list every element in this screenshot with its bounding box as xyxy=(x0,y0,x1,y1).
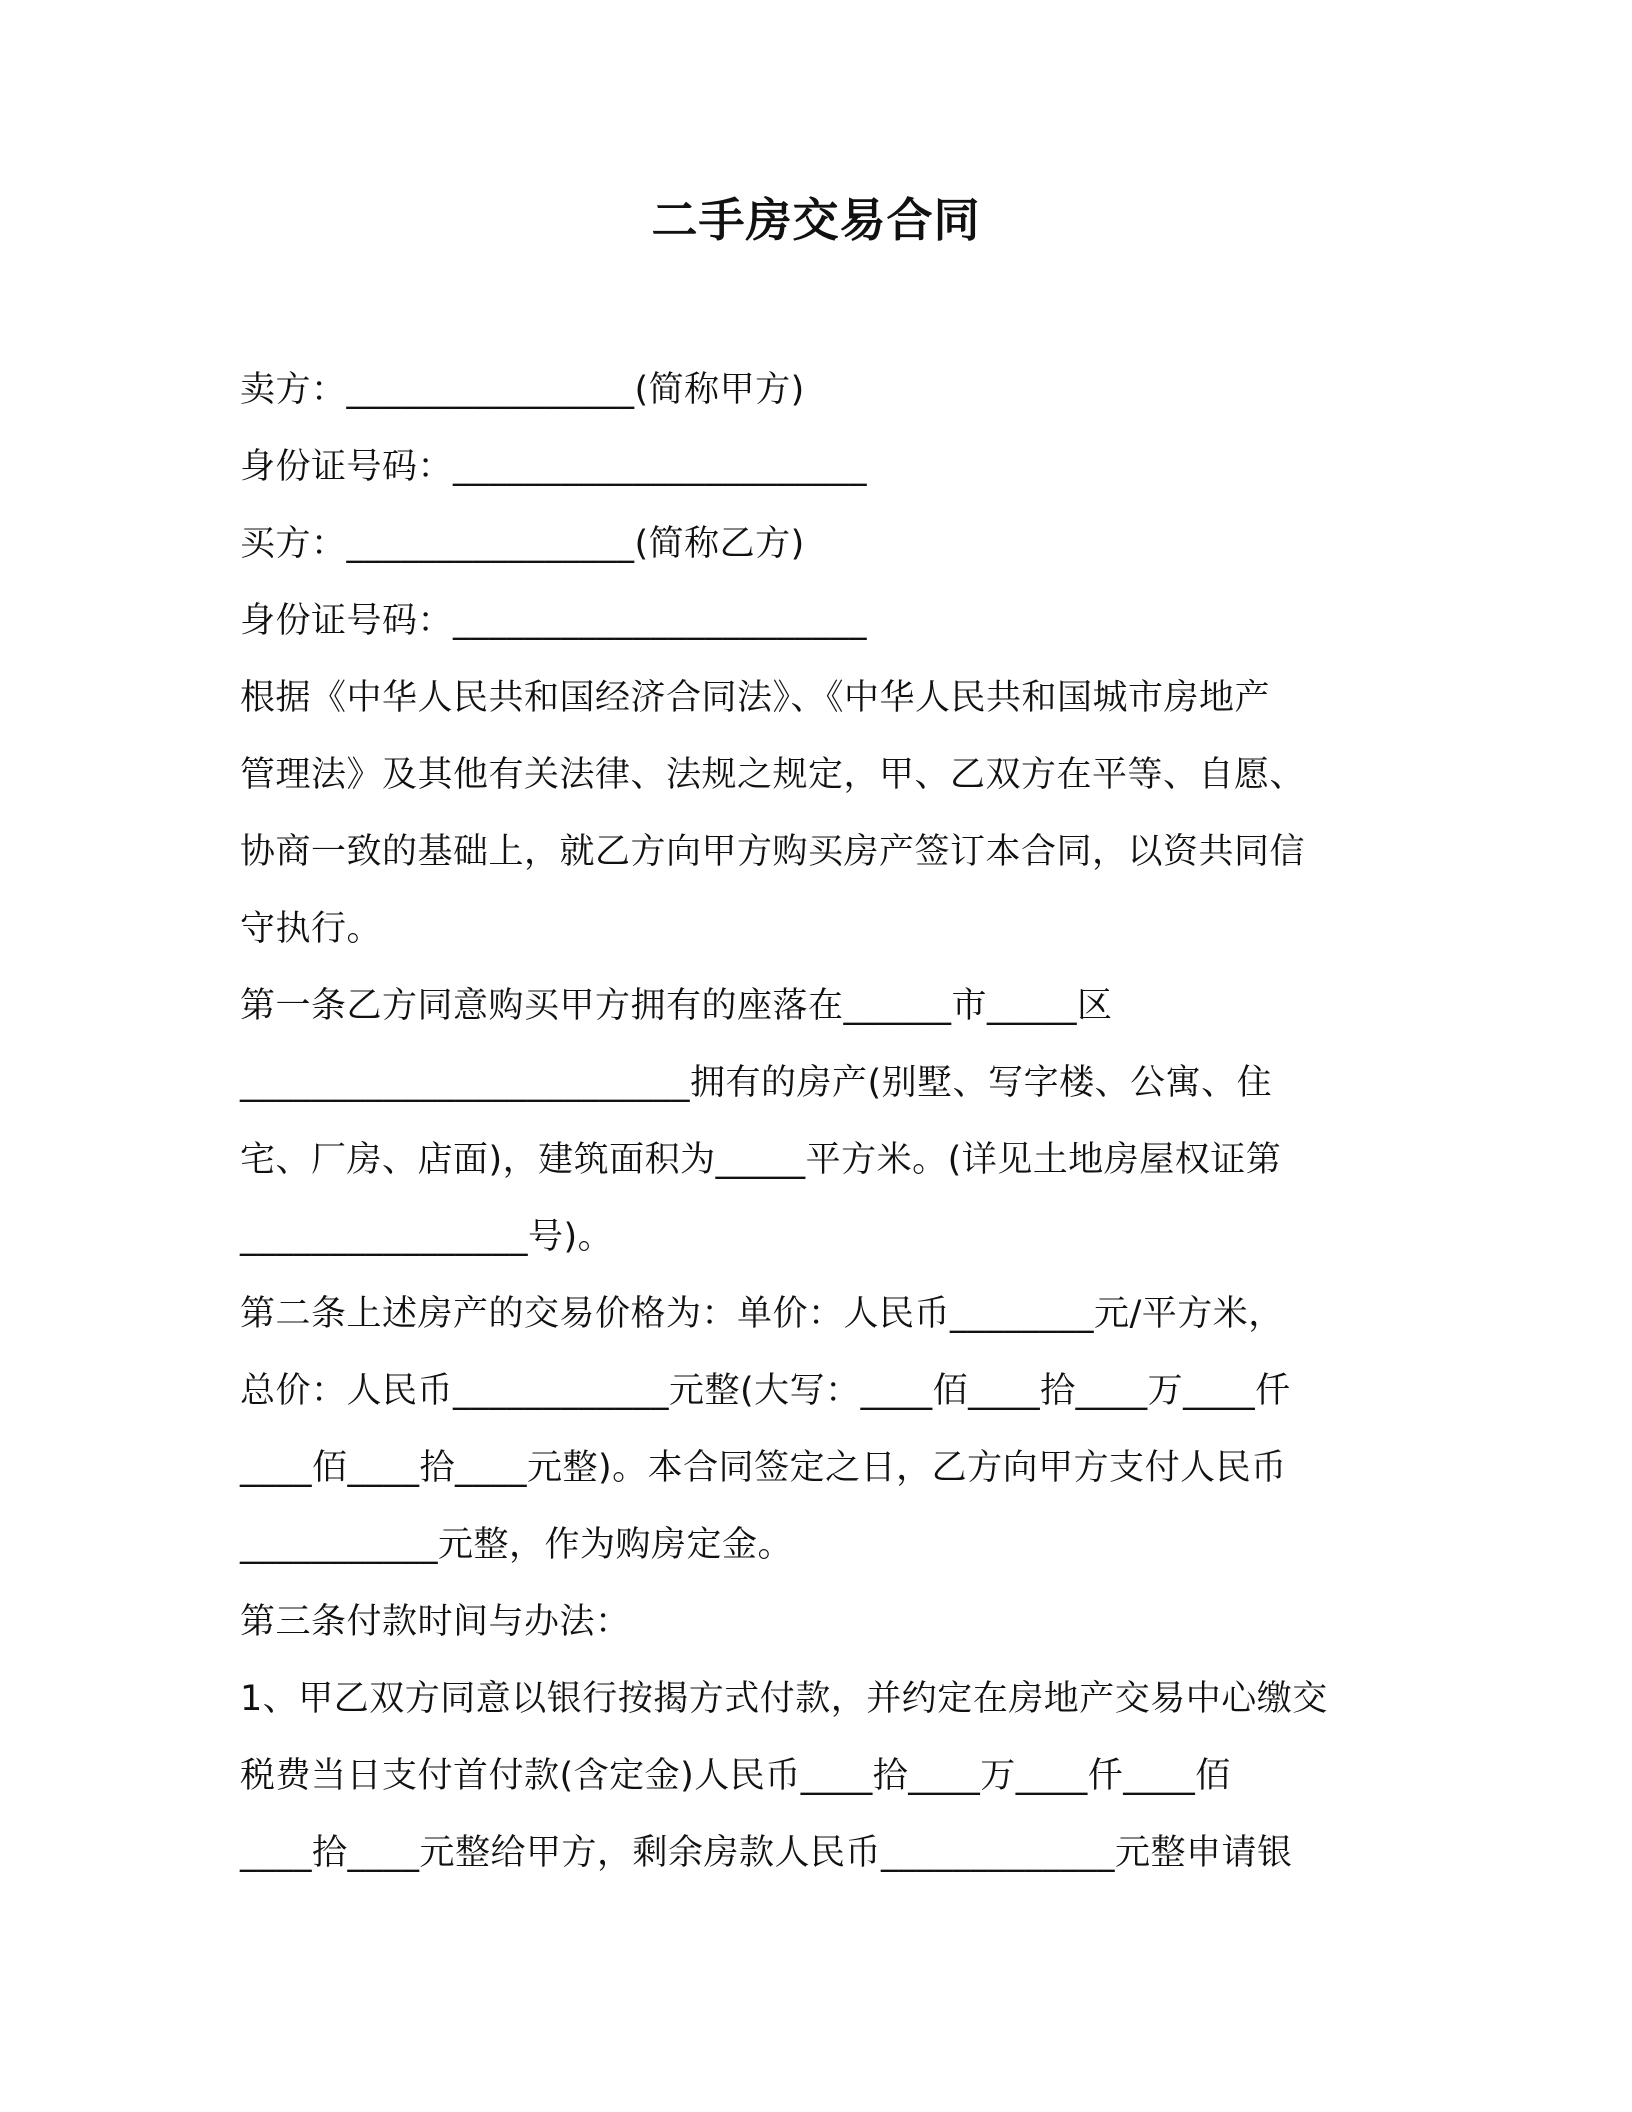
article-2-line-4: ___________元整，作为购房定金。 xyxy=(240,1525,794,1565)
buyer-line: 买方：________________(简称乙方) xyxy=(240,524,805,564)
article-2-line-1: 第二条上述房产的交易价格为：单价：人民币________元/平方米， xyxy=(240,1294,1284,1334)
article-1-line-4: ________________号)。 xyxy=(240,1217,614,1257)
article-1-line-2: _________________________拥有的房产(别墅、写字楼、公寓、住 xyxy=(240,1063,1273,1103)
article-3-heading: 第三条付款时间与办法： xyxy=(240,1602,631,1642)
buyer-id-line: 身份证号码：_______________________ xyxy=(240,601,868,641)
seller-line: 卖方：________________(简称甲方) xyxy=(240,370,805,410)
preamble-line-3: 协商一致的基础上，就乙方向甲方购买房产签订本合同，以资共同信 xyxy=(240,832,1306,872)
article-2-line-3: ____佰____拾____元整)。本合同签定之日，乙方向甲方支付人民币 xyxy=(240,1448,1287,1488)
preamble-line-4: 守执行。 xyxy=(240,909,383,949)
article-1-line-1: 第一条乙方同意购买甲方拥有的座落在______市_____区 xyxy=(240,986,1113,1026)
article-3-item-1-line-3: ____拾____元整给甲方，剩余房款人民币_____________元整申请银 xyxy=(240,1833,1293,1873)
article-1-line-3: 宅、厂房、店面)，建筑面积为_____平方米。(详见土地房屋权证第 xyxy=(240,1140,1282,1180)
seller-id-line: 身份证号码：_______________________ xyxy=(240,447,868,487)
preamble-line-2: 管理法》及其他有关法律、法规之规定，甲、乙双方在平等、自愿、 xyxy=(240,755,1306,795)
article-3-item-1-line-1: 1、甲乙双方同意以银行按揭方式付款，并约定在房地产交易中心缴交 xyxy=(240,1679,1328,1719)
article-3-item-1-line-2: 税费当日支付首付款(含定金)人民币____拾____万____仟____佰 xyxy=(240,1756,1231,1796)
document-title: 二手房交易合同 xyxy=(651,193,981,247)
article-2-line-2: 总价：人民币____________元整(大写：____佰____拾____万____仟 xyxy=(240,1371,1291,1411)
preamble-line-1: 根据《中华人民共和国经济合同法》、《中华人民共和国城市房地产 xyxy=(240,678,1271,718)
